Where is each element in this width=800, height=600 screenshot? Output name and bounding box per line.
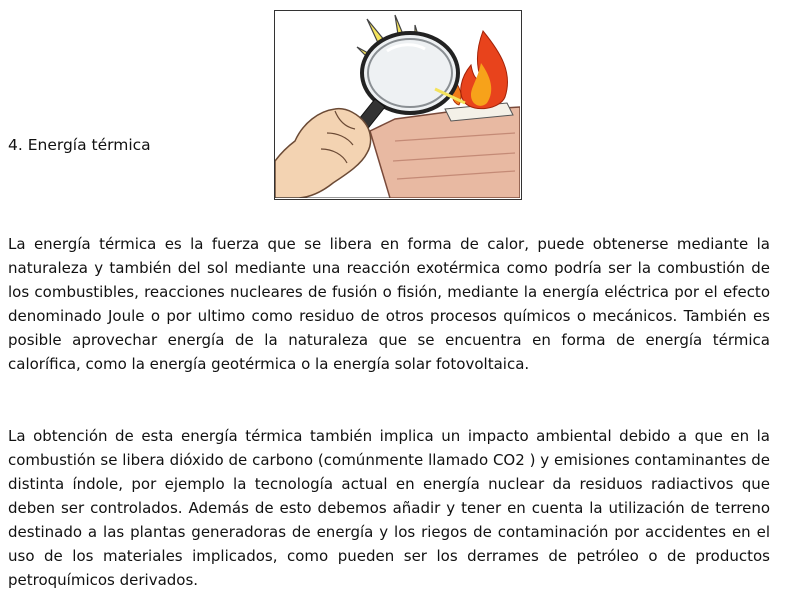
paragraph-1: La energía térmica es la fuerza que se libera en forma de calor, puede obtenerse mediante la naturaleza y también del sol mediante una reacción exotérmica como podría ser la combustión de los combustibles, reacciones nucleares de fusión o fisión, mediante la energía eléctrica por el efecto denominado Joule o por ultimo como residuo de otros procesos químicos o mecánicos. También es posible aprovechar energía de la naturaleza que se encuentra en forma de energía térmica calorífica, como la energía geotérmica o la energía solar fotovoltaica. — [8, 235, 770, 373]
illustration-figure — [274, 10, 522, 200]
magnifying-glass-fire-icon — [275, 11, 520, 198]
page-title: 4. Energía térmica — [8, 136, 151, 154]
paragraph-2: La obtención de esta energía térmica también implica un impacto ambiental debido a que en la combustión se libera dióxido de carbono (comúnmente llamado CO2 ) y emisiones contaminantes de distinta índole, por ejemplo la tecnología actual en energía nuclear da residuos radiactivos que deben ser controlados. Además de esto debemos añadir y tener en cuenta la utilización de terreno destinado a las plantas generadoras de energía y los riegos de contaminación por accidentes en el uso de los materiales implicados, como pueden ser los derrames de petróleo o de productos petroquímicos derivados. — [8, 427, 770, 589]
